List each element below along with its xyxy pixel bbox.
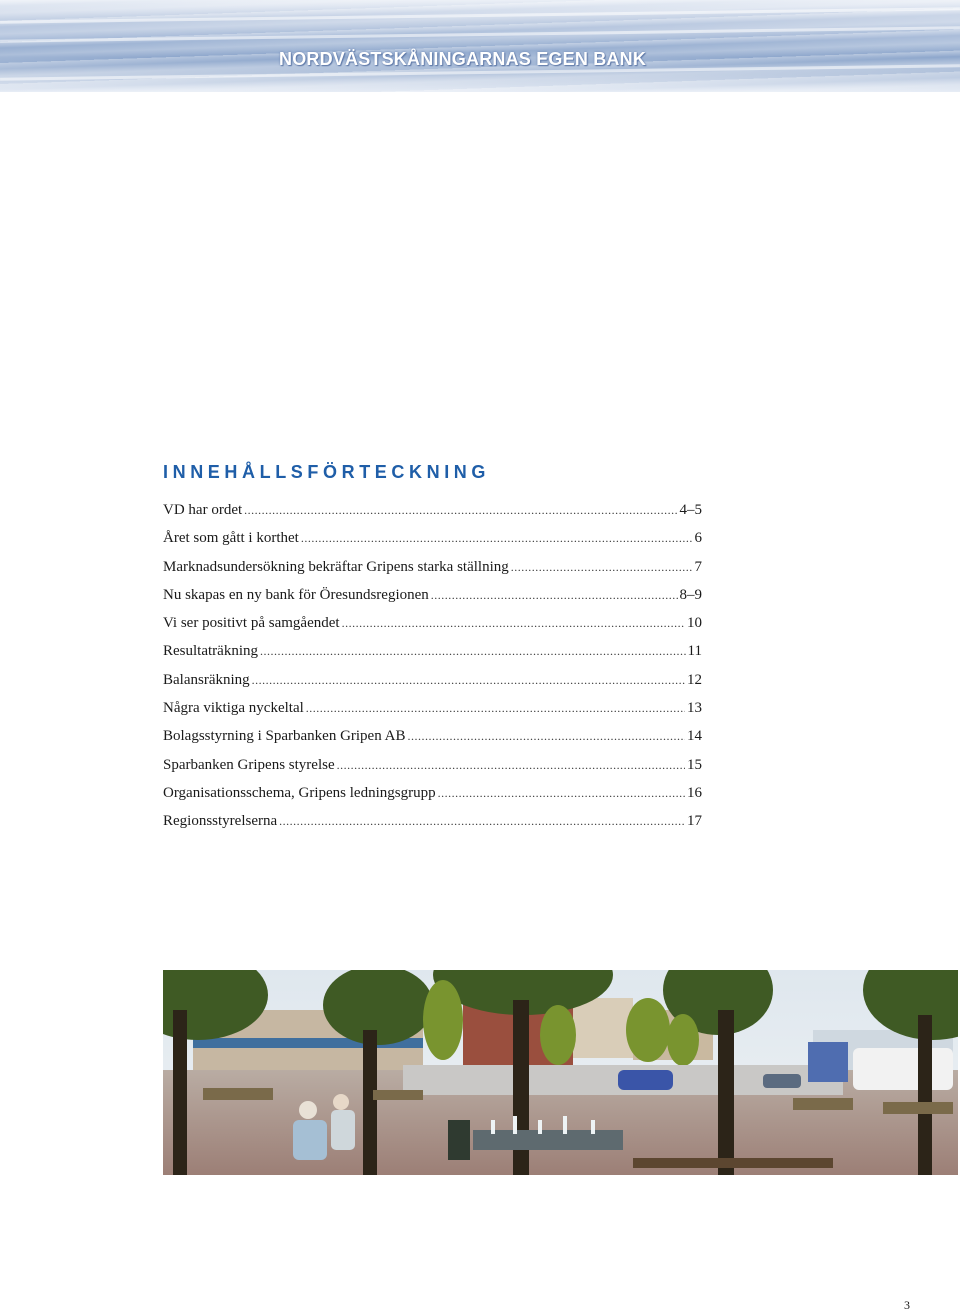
toc-entry-page: 17 — [687, 813, 702, 830]
toc-entry[interactable] — [163, 783, 702, 811]
toc-dot-leader — [337, 755, 685, 775]
toc-dot-leader — [260, 641, 686, 661]
town-square-photo — [163, 970, 958, 1175]
toc-entry-title: Några viktiga nyckeltal — [163, 700, 304, 717]
toc-entry[interactable] — [163, 528, 702, 556]
toc-dot-leader — [438, 783, 685, 803]
toc-entry[interactable] — [163, 726, 702, 754]
toc-dot-leader — [244, 500, 677, 520]
toc-entry[interactable] — [163, 585, 702, 613]
toc-entry-page: 4–5 — [679, 502, 702, 518]
table-of-contents — [163, 500, 702, 840]
toc-entry[interactable] — [163, 641, 702, 669]
toc-entry[interactable] — [163, 557, 702, 585]
toc-entry-title: VD har ordet — [163, 502, 243, 518]
toc-entry-page: 14 — [687, 728, 702, 745]
toc-entry-page: 15 — [687, 756, 702, 773]
toc-entry-page: 8–9 — [679, 586, 702, 603]
toc-entry-title: Organisationsschema, Gripens ledningsgrupp — [163, 784, 436, 801]
toc-dot-leader — [431, 585, 678, 605]
toc-dot-leader — [301, 528, 693, 548]
toc-entry-page: 12 — [687, 671, 702, 688]
toc-entry-page: 7 — [694, 558, 702, 575]
toc-entry-title: Regionsstyrelserna — [163, 813, 278, 830]
toc-entry[interactable] — [163, 698, 702, 726]
toc-entry-title: Nu skapas en ny bank för Öresundsregionen — [163, 586, 429, 603]
banner-streak — [0, 26, 960, 42]
toc-dot-leader — [342, 613, 685, 633]
banner-title: NORDVÄSTSKÅNINGARNAS EGEN BANK — [279, 49, 647, 69]
toc-entry-title: Bolagsstyrning i Sparbanken Gripen AB — [163, 728, 406, 745]
toc-entry-page: 13 — [687, 700, 702, 717]
toc-entry-title: Sparbanken Gripens styrelse — [163, 756, 335, 773]
toc-entry-page: 11 — [687, 643, 702, 660]
toc-dot-leader — [511, 557, 693, 577]
page-number: 3 — [904, 1298, 910, 1312]
toc-entry[interactable] — [163, 811, 702, 839]
toc-entry-title: Resultaträkning — [163, 643, 258, 660]
header-banner — [0, 0, 960, 92]
toc-entry-page: 6 — [694, 530, 702, 547]
toc-entry-title: Året som gått i korthet — [163, 530, 299, 547]
toc-entry-title: Vi ser positivt på samgåendet — [163, 615, 340, 632]
toc-dot-leader — [306, 698, 685, 718]
toc-entry[interactable] — [163, 613, 702, 641]
toc-entry-page: 16 — [687, 784, 702, 801]
toc-entry-page: 10 — [687, 615, 702, 632]
toc-dot-leader — [252, 670, 685, 690]
toc-dot-leader — [407, 726, 685, 746]
toc-dot-leader — [279, 811, 685, 831]
toc-entry[interactable] — [163, 670, 702, 698]
banner-streak — [0, 7, 960, 23]
toc-entry-title: Marknadsundersökning bekräftar Gripens starka ställning — [163, 558, 509, 575]
toc-entry[interactable] — [163, 755, 702, 783]
toc-entry-title: Balansräkning — [163, 671, 250, 688]
town-square-illustration — [163, 970, 958, 1175]
toc-heading: INNEHÅLLSFÖRTECKNING — [163, 462, 490, 482]
toc-entry[interactable] — [163, 500, 702, 528]
